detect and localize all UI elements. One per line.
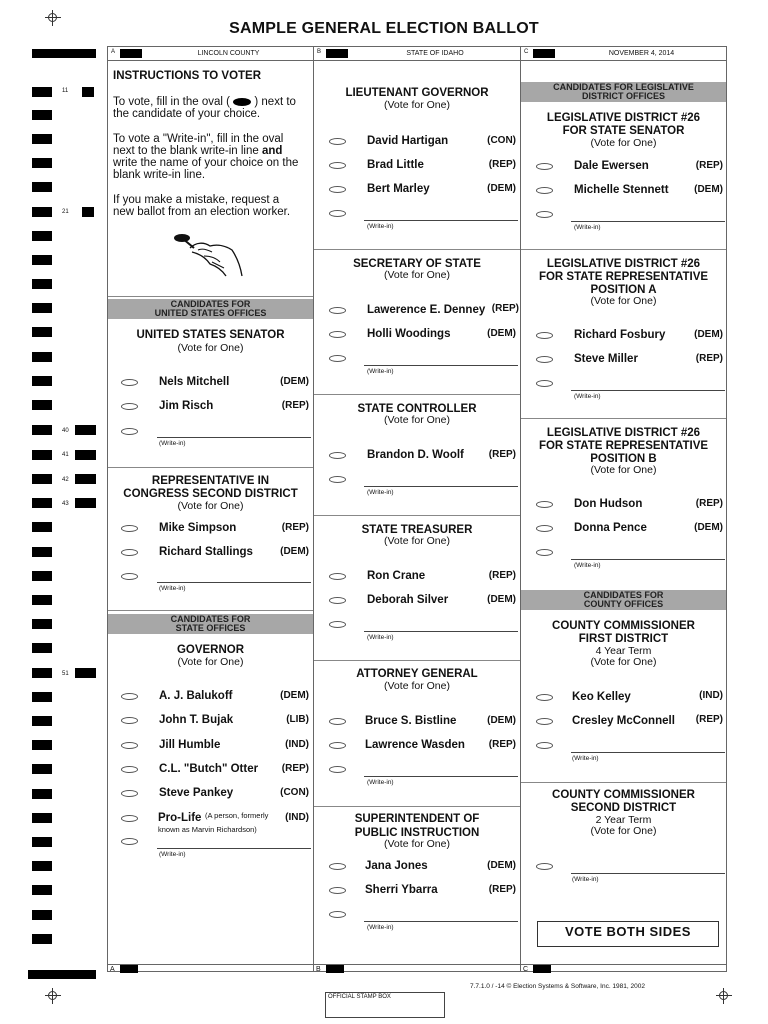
footer-block	[326, 965, 344, 973]
timing-mark	[75, 474, 96, 484]
vote-oval-write-in[interactable]	[536, 742, 553, 749]
candidate-name: Brad Little	[367, 159, 424, 171]
write-in-label: (Write-in)	[367, 223, 394, 230]
timing-mark	[32, 837, 52, 847]
candidate-note: (A person, formerly	[205, 811, 269, 820]
race-title-ld-rep-a-line-3: POSITION A	[590, 284, 657, 296]
vote-oval-pro-life[interactable]	[121, 815, 138, 822]
timing-mark	[32, 400, 52, 410]
race-title-ld-rep-a-line-1: LEGISLATIVE DISTRICT #26	[546, 258, 701, 270]
race-title-commissioner-1-line-2: FIRST DISTRICT	[578, 633, 669, 645]
vote-oval-write-in[interactable]	[536, 549, 553, 556]
race-title-governor: GOVERNOR	[176, 644, 245, 656]
vote-oval-write-in[interactable]	[536, 863, 553, 870]
hand-marking-ballot-icon	[170, 226, 250, 281]
vote-oval-richard-stallings[interactable]	[121, 549, 138, 556]
timing-mark	[32, 352, 52, 362]
write-in-line[interactable]	[571, 390, 725, 391]
timing-mark	[32, 425, 52, 435]
race-title-commissioner-2-line-2: SECOND DISTRICT	[570, 802, 677, 814]
instruction-emphasis: and	[261, 145, 283, 157]
timing-mark-number: 40	[62, 428, 69, 434]
candidate-party: (REP)	[488, 570, 516, 581]
vote-for-one: (Vote for One)	[590, 464, 657, 476]
divider	[107, 964, 727, 965]
timing-mark-number: 42	[62, 477, 69, 483]
section-banner-us-offices	[108, 299, 313, 319]
timing-mark	[32, 643, 52, 653]
timing-mark	[28, 970, 96, 979]
candidate-party: (REP)	[281, 522, 309, 533]
timing-mark	[32, 303, 52, 313]
ballot-title: SAMPLE GENERAL ELECTION BALLOT	[229, 20, 539, 37]
timing-mark	[32, 207, 52, 217]
header-block	[533, 49, 555, 58]
timing-mark	[32, 450, 52, 460]
candidate-party: (REP)	[488, 884, 516, 895]
race-title-commissioner-2-line-1: COUNTY COMMISSIONER	[552, 789, 695, 801]
candidate-name: Steve Pankey	[159, 787, 234, 799]
candidate-party: (DEM)	[487, 183, 516, 194]
vote-oval-mike-simpson[interactable]	[121, 525, 138, 532]
timing-mark	[32, 910, 52, 920]
footer-letter: C	[523, 966, 529, 973]
term-length: 2 Year Term	[595, 814, 652, 826]
race-title-ld-senator-line-2: FOR STATE SENATOR	[562, 125, 685, 137]
vote-oval-write-in[interactable]	[329, 210, 346, 217]
race-title-us-senator: UNITED STATES SENATOR	[136, 329, 285, 341]
candidate-name: Deborah Silver	[367, 594, 449, 606]
instruction-line: If you make a mistake, request a	[113, 194, 280, 206]
instruction-line: the candidate of your choice.	[113, 108, 261, 120]
column-header-a	[108, 48, 313, 61]
column-letter: C	[524, 49, 529, 55]
section-banner-county	[521, 590, 726, 610]
timing-mark	[32, 49, 96, 58]
section-banner-line: COUNTY OFFICES	[583, 599, 664, 609]
vote-oval-bert-marley[interactable]	[329, 186, 346, 193]
candidate-name: Donna Pence	[574, 522, 647, 534]
write-in-label: (Write-in)	[574, 393, 601, 400]
vote-oval-write-in[interactable]	[329, 355, 346, 362]
candidate-party: (REP)	[695, 498, 723, 509]
candidate-name: Ron Crane	[367, 570, 426, 582]
write-in-label: (Write-in)	[572, 876, 599, 883]
vote-for-one: (Vote for One)	[590, 295, 657, 307]
candidate-party: (DEM)	[280, 690, 309, 701]
timing-mark-number: 11	[62, 88, 69, 94]
candidate-name: Mike Simpson	[159, 522, 237, 534]
vote-oval-write-in[interactable]	[121, 838, 138, 845]
vote-oval-richard-fosbury[interactable]	[536, 332, 553, 339]
candidate-party: (DEM)	[487, 328, 516, 339]
candidate-party: (IND)	[285, 739, 309, 750]
candidate-party: (REP)	[488, 739, 516, 750]
vote-oval-ron-crane[interactable]	[329, 573, 346, 580]
candidate-party: (REP)	[491, 303, 519, 314]
timing-mark	[32, 740, 52, 750]
candidate-name: Lawerence E. Denney	[367, 304, 486, 316]
race-title-ld-rep-a-line-2: FOR STATE REPRESENTATIVE	[538, 271, 709, 283]
vote-oval-keo-kelley[interactable]	[536, 694, 553, 701]
candidate-party: (IND)	[285, 812, 309, 823]
official-stamp-box	[325, 992, 445, 1018]
timing-mark	[32, 182, 52, 192]
section-banner-line: UNITED STATES OFFICES	[154, 308, 267, 318]
timing-mark	[32, 110, 52, 120]
section-banner-line: CANDIDATES FOR	[170, 614, 251, 624]
divider	[521, 249, 726, 250]
timing-mark	[32, 498, 52, 508]
candidate-party: (REP)	[695, 160, 723, 171]
timing-mark	[32, 764, 52, 774]
timing-mark	[32, 376, 52, 386]
vote-oval-write-in[interactable]	[536, 211, 553, 218]
timing-mark	[75, 425, 96, 435]
vote-oval-don-hudson[interactable]	[536, 501, 553, 508]
candidate-name: Michelle Stennett	[574, 184, 669, 196]
candidate-name: Cresley McConnell	[572, 715, 675, 727]
divider	[314, 806, 520, 807]
write-in-line[interactable]	[364, 365, 518, 366]
footer-block	[120, 965, 138, 973]
write-in-line[interactable]	[571, 873, 725, 874]
timing-mark	[32, 619, 52, 629]
write-in-label: (Write-in)	[367, 368, 394, 375]
candidate-party: (DEM)	[487, 594, 516, 605]
vote-oval-sherri-ybarra[interactable]	[329, 887, 346, 894]
divider	[521, 782, 726, 783]
term-length: 4 Year Term	[595, 645, 652, 657]
candidate-name: Holli Woodings	[367, 328, 451, 340]
footer-letter: A	[110, 966, 115, 973]
timing-mark	[75, 450, 96, 460]
vote-for-one: (Vote for One)	[177, 342, 244, 354]
race-title-attorney-general: ATTORNEY GENERAL	[356, 668, 478, 680]
timing-mark-number: 21	[62, 209, 69, 215]
candidate-party: (DEM)	[280, 546, 309, 557]
section-banner-line: STATE OFFICES	[175, 623, 246, 633]
candidate-party: (REP)	[695, 353, 723, 364]
vote-for-one: (Vote for One)	[590, 137, 657, 149]
instruction-text: next to the blank write-in line	[113, 145, 259, 157]
timing-mark	[75, 498, 96, 508]
timing-mark	[32, 934, 52, 944]
candidate-name: Dale Ewersen	[574, 160, 649, 172]
timing-mark	[82, 87, 94, 97]
candidate-party: (DEM)	[694, 329, 723, 340]
copyright-notice: 7.7.1.0 / -14 © Election Systems & Software, Inc. 1981, 2002	[470, 983, 645, 990]
divider	[108, 467, 313, 468]
write-in-label: (Write-in)	[159, 851, 186, 858]
vote-oval-write-in[interactable]	[536, 380, 553, 387]
county-label: LINCOLN COUNTY	[197, 50, 260, 57]
candidate-party: (DEM)	[694, 184, 723, 195]
candidate-name: Keo Kelley	[572, 691, 631, 703]
write-in-line[interactable]	[157, 848, 311, 849]
section-banner-legislative	[521, 82, 726, 102]
candidate-name: Bruce S. Bistline	[365, 715, 457, 727]
race-title-superintendent-line-1: SUPERINTENDENT OF	[354, 813, 480, 825]
race-title-ld-senator-line-1: LEGISLATIVE DISTRICT #26	[546, 112, 701, 124]
race-title-ld-rep-b-line-3: POSITION B	[590, 453, 657, 465]
filled-oval-icon	[233, 98, 251, 106]
candidate-name: Don Hudson	[574, 498, 643, 510]
timing-mark	[32, 571, 52, 581]
candidate-party: (REP)	[695, 714, 723, 725]
timing-mark	[32, 813, 52, 823]
candidate-party: (CON)	[487, 135, 516, 146]
vote-for-one: (Vote for One)	[384, 838, 450, 850]
divider	[521, 418, 726, 419]
vote-oval-john-bujak[interactable]	[121, 717, 138, 724]
race-title-congress-line-2: CONGRESS SECOND DISTRICT	[123, 488, 298, 500]
election-date: NOVEMBER 4, 2014	[608, 50, 675, 57]
candidate-name: Brandon D. Woolf	[367, 449, 464, 461]
candidate-name: Pro-Life	[158, 812, 202, 824]
divider	[314, 660, 520, 661]
vote-oval-aj-balukoff[interactable]	[121, 693, 138, 700]
footer-letter: B	[316, 966, 321, 973]
instruction-text: To vote, fill in the oval (	[113, 96, 230, 108]
section-banner-line: CANDIDATES FOR	[170, 299, 251, 309]
timing-mark	[32, 789, 52, 799]
vote-oval-lawrence-wasden[interactable]	[329, 742, 346, 749]
race-title-ld-rep-b-line-2: FOR STATE REPRESENTATIVE	[538, 440, 709, 452]
timing-mark	[82, 207, 94, 217]
candidate-party: (REP)	[488, 449, 516, 460]
vote-for-one: (Vote for One)	[384, 535, 450, 547]
header-block	[120, 49, 142, 58]
timing-mark	[32, 134, 52, 144]
candidate-party: (DEM)	[487, 715, 516, 726]
vote-for-one: (Vote for One)	[384, 680, 450, 692]
instruction-line: write the name of your choice on the	[113, 157, 299, 169]
vote-oval-cresley-mcconnell[interactable]	[536, 718, 553, 725]
divider	[314, 394, 520, 395]
candidate-party: (DEM)	[694, 522, 723, 533]
vote-oval-write-in[interactable]	[121, 428, 138, 435]
candidate-name: Bert Marley	[367, 183, 430, 195]
timing-mark	[32, 327, 52, 337]
divider	[314, 515, 520, 516]
column-letter: A	[111, 49, 116, 55]
write-in-line[interactable]	[157, 582, 311, 583]
registration-mark-bottom-left	[45, 988, 61, 1004]
candidate-party: (REP)	[488, 159, 516, 170]
divider	[314, 249, 520, 250]
vote-oval-brad-little[interactable]	[329, 162, 346, 169]
vote-oval-dale-ewersen[interactable]	[536, 163, 553, 170]
timing-mark-number: 51	[62, 671, 69, 677]
timing-mark	[32, 255, 52, 265]
vote-oval-lawerence-denney[interactable]	[329, 307, 346, 314]
candidate-name: Jim Risch	[159, 400, 214, 412]
vote-both-sides-notice: VOTE BOTH SIDES	[537, 921, 719, 947]
race-title-superintendent-line-2: PUBLIC INSTRUCTION	[354, 827, 480, 839]
timing-mark	[32, 522, 52, 532]
candidate-party: (REP)	[281, 400, 309, 411]
race-title-secretary-of-state: SECRETARY OF STATE	[353, 258, 481, 270]
candidate-name: Jana Jones	[365, 860, 428, 872]
column-header-c	[521, 48, 726, 61]
write-in-label: (Write-in)	[367, 924, 394, 931]
state-label: STATE OF IDAHO	[406, 50, 464, 57]
write-in-line[interactable]	[571, 221, 725, 222]
vote-oval-jana-jones[interactable]	[329, 863, 346, 870]
write-in-line[interactable]	[571, 559, 725, 560]
write-in-label: (Write-in)	[159, 585, 186, 592]
candidate-name: A. J. Balukoff	[159, 690, 233, 702]
race-title-lieutenant-governor: LIEUTENANT GOVERNOR	[345, 87, 489, 99]
candidate-note: known as Marvin Richardson)	[158, 825, 257, 834]
candidate-name: Steve Miller	[574, 353, 638, 365]
vote-for-one: (Vote for One)	[590, 656, 657, 668]
race-title-state-treasurer: STATE TREASURER	[361, 524, 473, 536]
header-block	[326, 49, 348, 58]
timing-mark	[32, 668, 52, 678]
candidate-name: Richard Stallings	[159, 546, 253, 558]
write-in-line[interactable]	[364, 921, 518, 922]
timing-mark	[32, 87, 52, 97]
write-in-line[interactable]	[364, 220, 518, 221]
write-in-line[interactable]	[571, 752, 725, 753]
write-in-line[interactable]	[364, 631, 518, 632]
candidate-party: (CON)	[280, 787, 309, 798]
write-in-label: (Write-in)	[159, 440, 186, 447]
footer-block	[533, 965, 551, 973]
vote-oval-brandon-woolf[interactable]	[329, 452, 346, 459]
vote-oval-steve-pankey[interactable]	[121, 790, 138, 797]
instruction-line: new ballot from an election worker.	[113, 206, 291, 218]
candidate-party: (REP)	[281, 763, 309, 774]
candidate-name: Jill Humble	[159, 739, 221, 751]
timing-mark	[32, 474, 52, 484]
vote-oval-write-in[interactable]	[121, 573, 138, 580]
stamp-box-label: OFFICIAL STAMP BOX	[328, 994, 391, 1000]
timing-mark	[32, 158, 52, 168]
timing-mark	[32, 595, 52, 605]
candidate-party: (DEM)	[487, 860, 516, 871]
instructions-heading: INSTRUCTIONS TO VOTER	[113, 70, 262, 82]
write-in-label: (Write-in)	[572, 755, 599, 762]
vote-oval-write-in[interactable]	[329, 621, 346, 628]
vote-oval-write-in[interactable]	[329, 476, 346, 483]
vote-oval-nels-mitchell[interactable]	[121, 379, 138, 386]
vote-oval-jill-humble[interactable]	[121, 742, 138, 749]
instruction-line: blank write-in line.	[113, 169, 206, 181]
vote-for-one: (Vote for One)	[590, 825, 657, 837]
vote-for-one: (Vote for One)	[384, 269, 450, 281]
vote-oval-write-in[interactable]	[329, 911, 346, 918]
vote-oval-david-hartigan[interactable]	[329, 138, 346, 145]
candidate-party: (LIB)	[286, 714, 309, 725]
section-banner-line: DISTRICT OFFICES	[582, 91, 665, 101]
candidate-name: C.L. "Butch" Otter	[159, 763, 259, 775]
write-in-line[interactable]	[364, 776, 518, 777]
timing-mark-number: 41	[62, 452, 69, 458]
timing-mark	[32, 231, 52, 241]
divider	[108, 610, 313, 611]
vote-oval-deborah-silver[interactable]	[329, 597, 346, 604]
race-title-ld-rep-b-line-1: LEGISLATIVE DISTRICT #26	[546, 427, 701, 439]
section-banner-state-offices	[108, 614, 313, 634]
section-banner-line: CANDIDATES FOR LEGISLATIVE	[553, 82, 694, 92]
write-in-label: (Write-in)	[367, 779, 394, 786]
timing-mark	[32, 885, 52, 895]
instruction-line	[113, 145, 282, 158]
candidate-name: Lawrence Wasden	[365, 739, 465, 751]
instruction-text: ) next to	[254, 96, 296, 108]
write-in-label: (Write-in)	[367, 634, 394, 641]
candidate-party: (IND)	[699, 690, 723, 701]
write-in-line[interactable]	[157, 437, 311, 438]
timing-mark	[32, 692, 52, 702]
vote-oval-michelle-stennett[interactable]	[536, 187, 553, 194]
write-in-line[interactable]	[364, 486, 518, 487]
race-title-congress-line-1: REPRESENTATIVE IN	[151, 475, 270, 487]
candidate-name: Sherri Ybarra	[365, 884, 438, 896]
candidate-party: (DEM)	[280, 376, 309, 387]
timing-mark	[75, 668, 96, 678]
write-in-label: (Write-in)	[574, 224, 601, 231]
vote-oval-jim-risch[interactable]	[121, 403, 138, 410]
registration-mark-bottom-right	[716, 988, 732, 1004]
column-header-b	[314, 48, 520, 61]
write-in-label: (Write-in)	[367, 489, 394, 496]
vote-oval-donna-pence[interactable]	[536, 525, 553, 532]
timing-mark-number: 43	[62, 501, 69, 507]
vote-oval-holli-woodings[interactable]	[329, 331, 346, 338]
candidate-name: Nels Mitchell	[159, 376, 230, 388]
candidate-name: John T. Bujak	[159, 714, 234, 726]
column-letter: B	[317, 49, 322, 55]
vote-for-one: (Vote for One)	[384, 99, 450, 111]
divider	[108, 296, 313, 297]
candidate-name: Richard Fosbury	[574, 329, 666, 341]
timing-mark	[32, 861, 52, 871]
timing-mark	[32, 716, 52, 726]
timing-mark	[32, 279, 52, 289]
timing-mark	[32, 547, 52, 557]
vote-oval-bruce-bistline[interactable]	[329, 718, 346, 725]
vote-oval-steve-miller[interactable]	[536, 356, 553, 363]
instruction-line: To vote a "Write-in", fill in the oval	[113, 133, 284, 145]
race-title-commissioner-1-line-1: COUNTY COMMISSIONER	[552, 620, 695, 632]
candidate-name: David Hartigan	[367, 135, 449, 147]
vote-for-one: (Vote for One)	[177, 500, 244, 512]
vote-oval-butch-otter[interactable]	[121, 766, 138, 773]
vote-for-one: (Vote for One)	[384, 414, 450, 426]
section-banner-line: CANDIDATES FOR	[583, 590, 664, 600]
instruction-line	[113, 96, 296, 109]
race-title-state-controller: STATE CONTROLLER	[357, 403, 477, 415]
vote-for-one: (Vote for One)	[177, 656, 244, 668]
vote-oval-write-in[interactable]	[329, 766, 346, 773]
write-in-label: (Write-in)	[574, 562, 601, 569]
